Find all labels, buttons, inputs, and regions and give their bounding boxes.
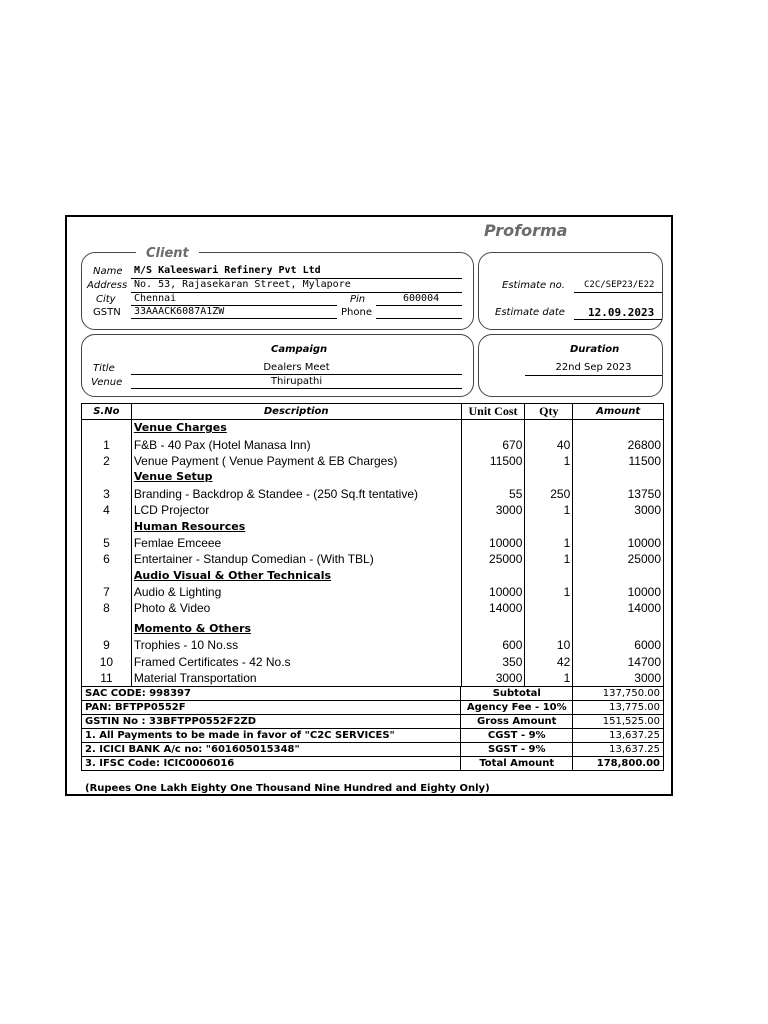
estimate-no-label: Estimate no. [502,280,565,291]
summary-row [82,715,664,729]
cell-qty: 1 [525,502,573,518]
header-unit-cost: Unit Cost [461,404,525,420]
estimate-date-underline [574,319,662,320]
table-row [82,653,664,669]
cell-description: F&B - 40 Pax (Hotel Manasa Inn) [131,436,461,452]
section-title: Venue Charges [131,420,461,437]
summary-note: 3. IFSC Code: ICIC0006016 [82,757,461,771]
cell-amount [573,420,664,437]
cell-qty [525,420,573,437]
cell-qty [525,600,573,616]
summary-label: Total Amount [461,757,573,771]
cell-sno: 9 [82,637,132,653]
cell-sno: 5 [82,535,132,551]
client-address: No. 53, Rajasekaran Street, Mylapore [134,279,351,290]
client-legend: Client [136,246,199,261]
summary-value: 151,525.00 [573,715,664,729]
header-description: Description [131,404,461,420]
pin-underline [376,305,462,306]
cell-description: Audio & Lighting [131,584,461,600]
summary-row [82,687,664,701]
cell-unit-cost: 600 [461,637,525,653]
section-row [82,621,664,637]
cell-unit-cost: 3000 [461,502,525,518]
cell-sno [82,420,132,437]
document-title: Proforma [484,221,568,240]
cell-unit-cost: 10000 [461,535,525,551]
gstn-label: GSTN [93,307,121,318]
client-city: Chennai [134,293,177,304]
cell-unit-cost: 3000 [461,670,525,687]
section-title: Audio Visual & Other Technicals [131,568,461,584]
summary-value: 137,750.00 [573,687,664,701]
cell-amount: 3000 [573,502,664,518]
summary-note: PAN: BFTPP0552F [82,701,461,715]
cell-unit-cost: 670 [461,436,525,452]
client-pin: 600004 [403,293,440,304]
city-label: City [96,294,116,305]
cell-amount [573,518,664,534]
cell-qty [525,518,573,534]
cell-description: Entertainer - Standup Comedian - (With TBL) [131,551,461,567]
summary-row [82,701,664,715]
client-name: M/S Kaleeswari Refinery Pvt Ltd [134,265,321,276]
cell-sno: 1 [82,436,132,452]
table-row [82,453,664,469]
gstn-underline [131,318,337,319]
venue-underline [131,388,462,389]
summary-value: 13,637.25 [573,743,664,757]
header-qty: Qty [525,404,573,420]
cell-sno [82,518,132,534]
table-row [82,502,664,518]
summary-note: GSTIN No : 33BFTPP0552F2ZD [82,715,461,729]
cell-description: Femlae Emceee [131,535,461,551]
section-title: Momento & Others [131,621,461,637]
cell-qty: 1 [525,535,573,551]
summary-label: CGST - 9% [461,729,573,743]
cell-description: Framed Certificates - 42 No.s [131,653,461,669]
summary-note: SAC CODE: 998397 [82,687,461,701]
cell-qty: 1 [525,551,573,567]
campaign-header: Campaign [271,344,328,355]
cell-qty: 250 [525,486,573,502]
table-row [82,551,664,567]
estimate-date-label: Estimate date [495,307,565,318]
section-row [82,469,664,485]
header-amount: Amount [573,404,664,420]
cell-amount: 26800 [573,436,664,452]
cell-unit-cost [461,518,525,534]
venue-label: Venue [91,377,123,388]
cell-qty: 40 [525,436,573,452]
title-underline [131,374,462,375]
cell-sno [82,568,132,584]
client-gstn: 33AAACK6087A1ZW [134,306,225,317]
cell-sno: 10 [82,653,132,669]
cell-qty [525,621,573,637]
section-row [82,568,664,584]
title-label: Title [93,363,115,374]
cell-sno [82,621,132,637]
cell-sno: 4 [82,502,132,518]
table-row [82,486,664,502]
cell-unit-cost: 10000 [461,584,525,600]
section-row [82,420,664,437]
table-row [82,436,664,452]
cell-amount: 25000 [573,551,664,567]
cell-qty: 42 [525,653,573,669]
campaign-title: Dealers Meet [263,362,330,373]
summary-label: Subtotal [461,687,573,701]
cell-amount: 10000 [573,535,664,551]
cell-qty: 1 [525,453,573,469]
cell-sno: 3 [82,486,132,502]
cell-unit-cost: 11500 [461,453,525,469]
table-row [82,637,664,653]
cell-sno: 6 [82,551,132,567]
summary-note: 2. ICICI BANK A/c no: "601605015348" [82,743,461,757]
cell-description: LCD Projector [131,502,461,518]
table-row [82,670,664,687]
summary-label: Agency Fee - 10% [461,701,573,715]
summary-value: 13,775.00 [573,701,664,715]
table-row [82,535,664,551]
cell-amount [573,568,664,584]
cell-qty [525,469,573,485]
cell-unit-cost: 350 [461,653,525,669]
estimate-date: 12.09.2023 [588,306,655,319]
section-row [82,518,664,534]
cell-amount [573,469,664,485]
header-sno: S.No [82,404,132,420]
cell-amount [573,621,664,637]
cell-amount: 14700 [573,653,664,669]
cell-description: Material Transportation [131,670,461,687]
cell-amount: 6000 [573,637,664,653]
summary-row [82,743,664,757]
cell-sno: 8 [82,600,132,616]
items-table [81,403,664,687]
amount-in-words: (Rupees One Lakh Eighty One Thousand Nine Hundred and Eighty Only) [85,783,490,794]
cell-unit-cost [461,568,525,584]
phone-label: Phone [341,307,372,318]
cell-description: Venue Payment ( Venue Payment & EB Charges) [131,453,461,469]
summary-value: 13,637.25 [573,729,664,743]
duration-underline [525,375,662,376]
cell-description: Trophies - 10 No.ss [131,637,461,653]
table-row [82,584,664,600]
cell-sno: 7 [82,584,132,600]
estimate-no-underline [574,292,662,293]
cell-unit-cost [461,621,525,637]
cell-description: Branding - Backdrop & Standee - (250 Sq.ft tentative) [131,486,461,502]
cell-amount: 3000 [573,670,664,687]
cell-amount: 13750 [573,486,664,502]
pin-label: Pin [350,294,366,305]
cell-qty: 10 [525,637,573,653]
summary-value: 178,800.00 [573,757,664,771]
duration-value: 22nd Sep 2023 [555,362,632,373]
cell-unit-cost [461,469,525,485]
cell-qty [525,568,573,584]
summary-rows [82,687,664,771]
section-title: Venue Setup [131,469,461,485]
item-rows [82,420,664,687]
cell-sno: 11 [82,670,132,687]
estimate-no: C2C/SEP23/E22 [584,280,655,290]
summary-label: Gross Amount [461,715,573,729]
cell-unit-cost [461,420,525,437]
cell-unit-cost: 14000 [461,600,525,616]
cell-description: Photo & Video [131,600,461,616]
address-label: Address [87,280,128,291]
cell-qty: 1 [525,670,573,687]
cell-sno [82,469,132,485]
table-row [82,600,664,616]
campaign-venue: Thirupathi [270,376,323,387]
cell-amount: 14000 [573,600,664,616]
section-title: Human Resources [131,518,461,534]
summary-label: SGST - 9% [461,743,573,757]
cell-amount: 10000 [573,584,664,600]
summary-row [82,729,664,743]
cell-amount: 11500 [573,453,664,469]
summary-table [81,686,664,771]
phone-underline [376,318,462,319]
cell-qty: 1 [525,584,573,600]
cell-unit-cost: 55 [461,486,525,502]
summary-note: 1. All Payments to be made in favor of "C2C SERVICES" [82,729,461,743]
duration-header: Duration [570,344,620,355]
summary-row [82,757,664,771]
cell-sno: 2 [82,453,132,469]
cell-unit-cost: 25000 [461,551,525,567]
name-label: Name [93,266,123,277]
